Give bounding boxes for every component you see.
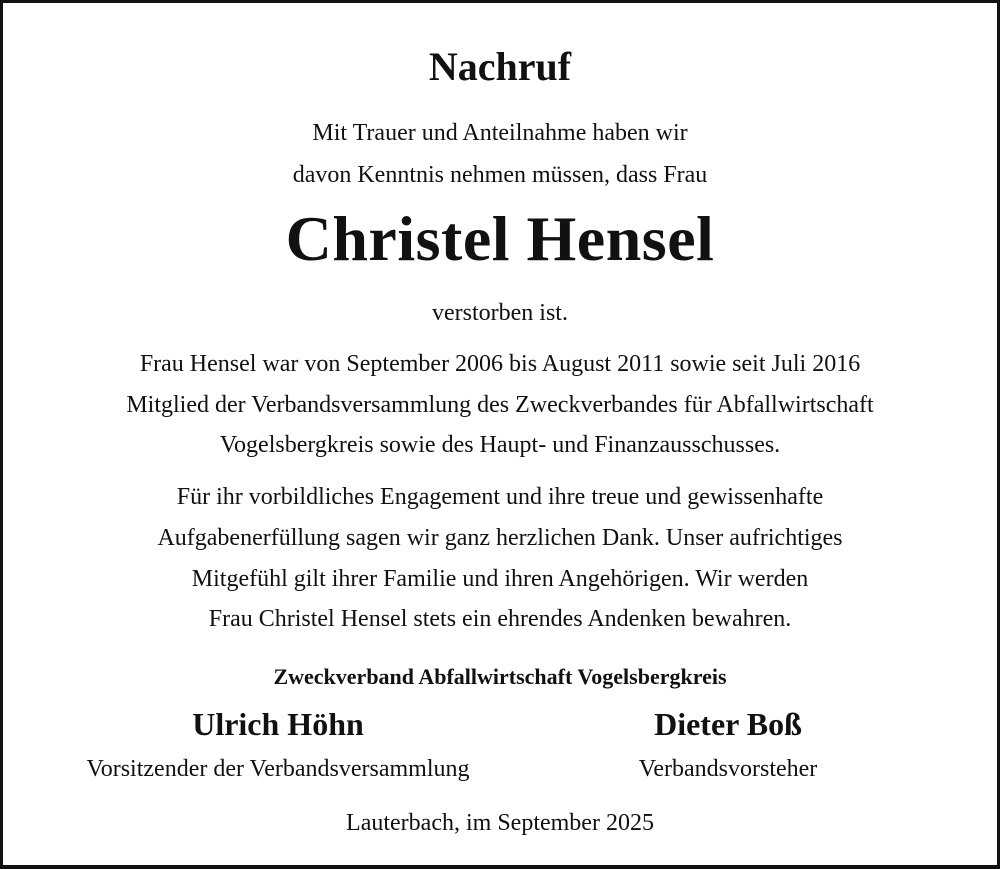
signatory-name: Ulrich Höhn [192,706,364,742]
heading: Nachruf [428,44,572,89]
paragraph1-line: Mitglied der Verbandsversammlung des Zweckverbandes für Abfallwirtschaft [126,392,874,418]
paragraph2-line: Frau Christel Hensel stets ein ehrendes Andenken bewahren. [208,606,792,632]
paragraph2-line: Aufgabenerfüllung sagen wir ganz herzlichen Dank. Unser aufrichtiges [157,525,843,551]
paragraph1-line: Frau Hensel war von September 2006 bis August 2011 sowie seit Juli 2016 [139,351,861,377]
intro-line: Mit Trauer und Anteilnahme haben wir [312,120,688,146]
signatory-name: Dieter Boß [654,706,802,742]
paragraph1-line: Vogelsbergkreis sowie des Haupt- und Finanzausschusses. [219,432,781,458]
intro-line: davon Kenntnis nehmen müssen, dass Frau [292,162,708,188]
after-name-text: verstorben ist. [432,300,568,326]
organization: Zweckverband Abfallwirtschaft Vogelsbergkreis [273,664,727,689]
signatory-role: Verbandsvorsteher [638,756,818,782]
deceased-name: Christel Hensel [285,203,715,274]
paragraph2-line: Für ihr vorbildliches Engagement und ihre treue und gewissenhafte [176,484,824,510]
paragraph2-line: Mitgefühl gilt ihrer Familie und ihren Angehörigen. Wir werden [191,566,809,592]
signatory-role: Vorsitzender der Verbandsversammlung [86,756,470,782]
place-date: Lauterbach, im September 2025 [346,810,654,836]
